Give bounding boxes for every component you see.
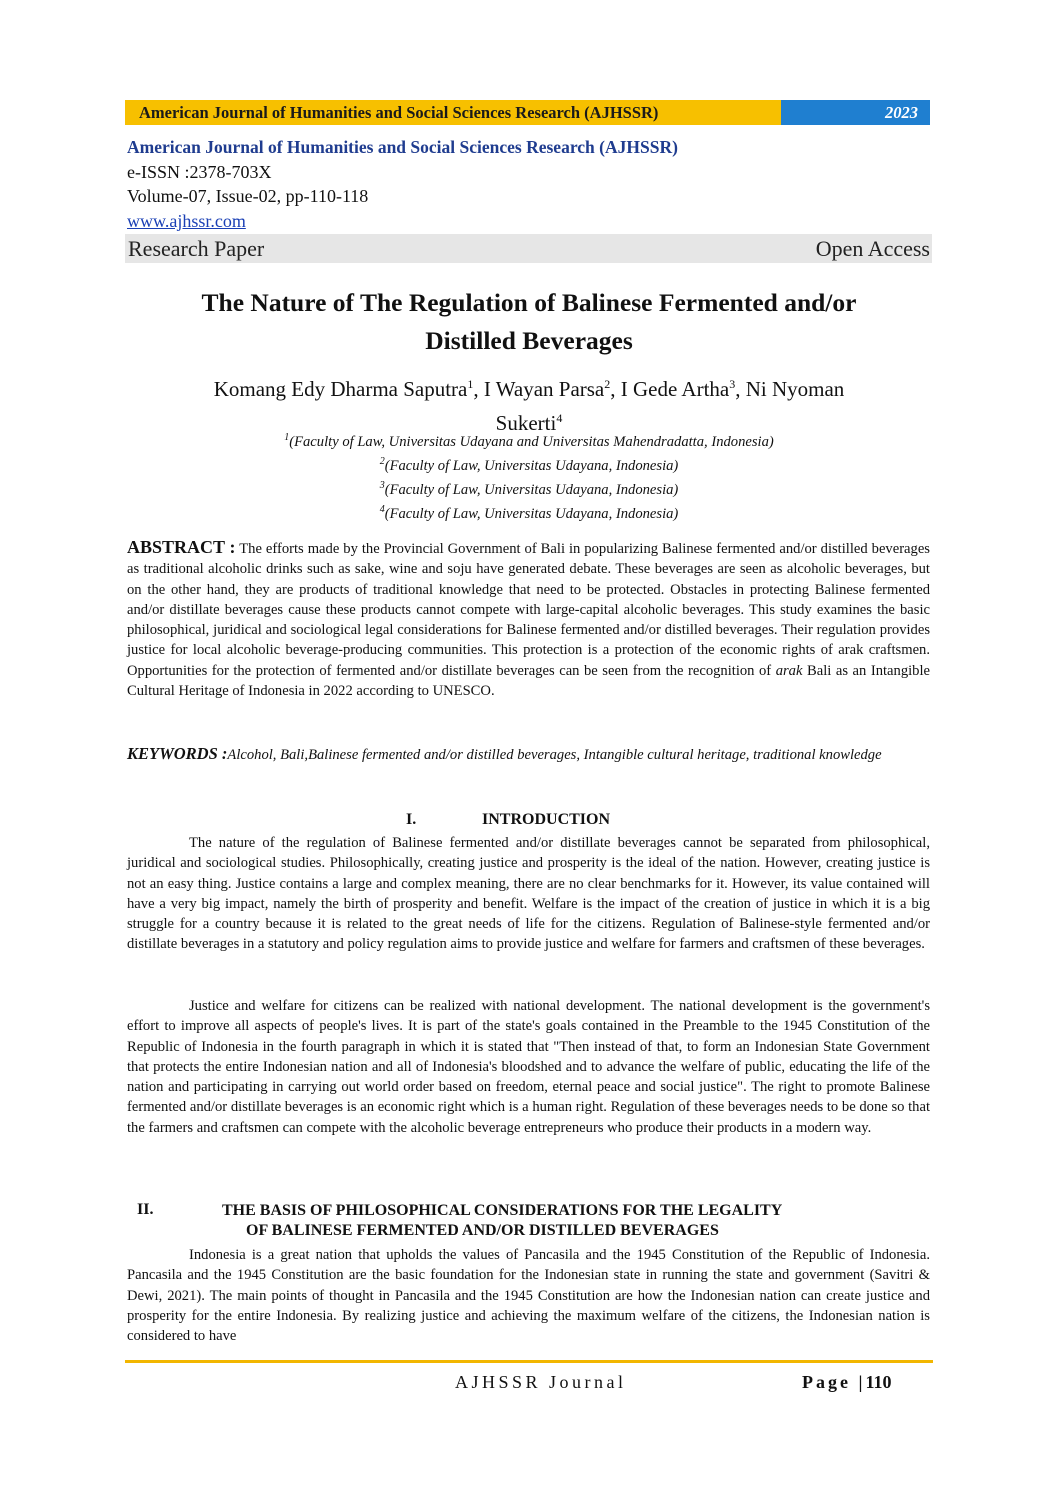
journal-title: American Journal of Humanities and Social Sciences Research (AJHSSR): [127, 137, 678, 157]
author-name-last: Sukerti: [495, 411, 557, 435]
section-1-number: I.: [406, 811, 417, 828]
abstract-label: ABSTRACT :: [127, 537, 236, 557]
author-sup: 4: [556, 411, 563, 425]
header-journal-name: American Journal of Humanities and Social Sciences Research (AJHSSR): [125, 100, 781, 125]
footer-page: [802, 1372, 891, 1393]
abstract: [127, 537, 930, 701]
journal-volume: Volume-07, Issue-02, pp-110-118: [127, 186, 369, 206]
affiliation-list: [100, 428, 958, 523]
keywords-text: Alcohol, Bali,Balinese fermented and/or distilled beverages, Intangible cultural heritage, traditional knowledge: [227, 747, 882, 763]
author-name-first: Ni Nyoman: [745, 377, 845, 401]
section-1-title: INTRODUCTION: [482, 811, 611, 828]
footer-rule: [125, 1360, 933, 1363]
journal-website-link[interactable]: www.ajhssr.com: [127, 211, 246, 231]
author-name: I Wayan Parsa: [483, 377, 605, 401]
author-name: I Gede Artha: [620, 377, 730, 401]
author-list: Komang Edy Dharma Saputra$^1$, I Wayan Parsa$^2$, I Gede Artha$^3$, Ni Nyoman Sukerti$^4$: [213, 377, 845, 435]
affiliation: $^1$(Faculty of Law, Universitas Udayana and Universitas Mahendradatta, Indonesia): [284, 432, 774, 450]
footer-journal: AJHSSR Journal: [455, 1372, 627, 1392]
section-2-number: II.: [137, 1201, 154, 1218]
keywords: [127, 744, 930, 765]
abstract-text: The efforts made by the Provincial Government of Bali in popularizing Balinese fermented and/or distilled beverages as traditional alcoholic drinks such as sake, wine and soju have generated debate. These beverages are seen as alcoholic beverages, but on the other hand, they are products of traditional knowledge that need to be protected. Obstacles in protecting Balinese fermented and/or distillate beverages cause these products cannot compete with large-capital alcoholic beverages. This study examines the basic philosophical, juridical and sociological legal considerations for Balinese fermented and/or distilled beverages. Their regulation provides justice for local alcoholic beverage-producing communities. This protection is a protection of the economic rights of arak craftsmen. Opportunities for the protection of fermented and/or distillate beverages can be seen from the recognition of: [127, 541, 930, 679]
paper-title-line-2: Distilled Beverages: [425, 326, 633, 355]
affiliation: $^4$(Faculty of Law, Universitas Udayana, Indonesia): [379, 503, 679, 522]
paper-title: [100, 284, 958, 360]
keywords-label: KEYWORDS :: [127, 744, 228, 763]
section-1-paragraph-2: Justice and welfare for citizens can be realized with national development. The national development is the government's effort to improve all aspects of people's lives. It is part of the state's goals contained in the Preamble to the 1945 Constitution of the Republic of Indonesia in the fourth paragraph in which it is stated that "Then instead of that, to form an Indonesian State Government that protects the entire Indonesian nation and all of Indonesia's bloodshed and to advance the welfare of public, educating the life of the nation and participating in carrying out world order based on freedom, eternal peace and social justice". The right to promote Balinese fermented and/or distillate beverages is an economic right which is a human right. Regulation of these beverages needs to be done so that the farmers and craftsmen can compete with the alcoholic beverage entrepreneurs who produce their products in a modern way.: [127, 998, 930, 1136]
section-2-title-line-2: OF BALINESE FERMENTED AND/OR DISTILLED BEVERAGES: [246, 1222, 719, 1239]
section-2-paragraph-1: Indonesia is a great nation that upholds the values of Pancasila and the 1945 Constitution of the Republic of Indonesia. Pancasila and the 1945 Constitution are the basic foundation for the Indonesian state in running the state and government (Savitri & Dewi, 2021). The main points of thought in Pancasila and the 1945 Constitution are how the Indonesian nation can create justice and prosperity for the entire Indonesia. By realizing justice and achieving the maximum welfare of the citizens, the Indonesian nation is considered to have: [127, 1247, 930, 1345]
author-sup: 1: [467, 377, 474, 391]
open-access-label: Open Access: [815, 236, 930, 261]
header-year: 2023: [781, 100, 930, 125]
paper-type-label: Research Paper: [128, 236, 265, 261]
abstract-text-end: Bali as an Intangible Cultural Heritage of Indonesia in 2022 according to UNESCO.: [127, 662, 931, 700]
footer-page-label: Page |: [802, 1372, 866, 1392]
section-1-paragraph-1: The nature of the regulation of Balinese fermented and/or distillate beverages cannot be separated from philosophical, juridical and sociological studies. Philosophically, creating justice and prosperity is the ideal of the nation. However, creating justice is not an easy thing. Justice contains a large and complex meaning, there are no clear benchmarks for it. However, its value contained will have a very big impact, namely the birth of prosperity and benefit. Welfare is the impact of the creation of justice in which it is a big struggle for a country because it is related to the great needs of life for the citizens. Regulation of Balinese-style fermented and/or distillate beverages in a statutory and policy regulation aims to provide justice and welfare for farmers and craftsmen of these beverages.: [127, 835, 930, 953]
author-sup: 3: [729, 377, 736, 391]
author-sup: 2: [604, 377, 611, 391]
author-name: Komang Edy Dharma Saputra: [213, 377, 468, 401]
affiliation: $^3$(Faculty of Law, Universitas Udayana, Indonesia): [379, 479, 679, 498]
paper-title-line-1: The Nature of The Regulation of Balinese Fermented and/or: [201, 288, 857, 317]
journal-issn: e-ISSN :2378-703X: [127, 162, 272, 182]
abstract-italic-term: arak: [775, 662, 803, 679]
journal-header-band: [125, 100, 930, 125]
section-2-title-line-1: THE BASIS OF PHILOSOPHICAL CONSIDERATIONS FOR THE LEGALITY: [222, 1202, 783, 1219]
footer-page-number: 110: [865, 1372, 892, 1392]
paper-type-bar: [125, 234, 932, 263]
section-2-title: [222, 1201, 782, 1241]
affiliation: $^2$(Faculty of Law, Universitas Udayana, Indonesia): [379, 455, 679, 474]
